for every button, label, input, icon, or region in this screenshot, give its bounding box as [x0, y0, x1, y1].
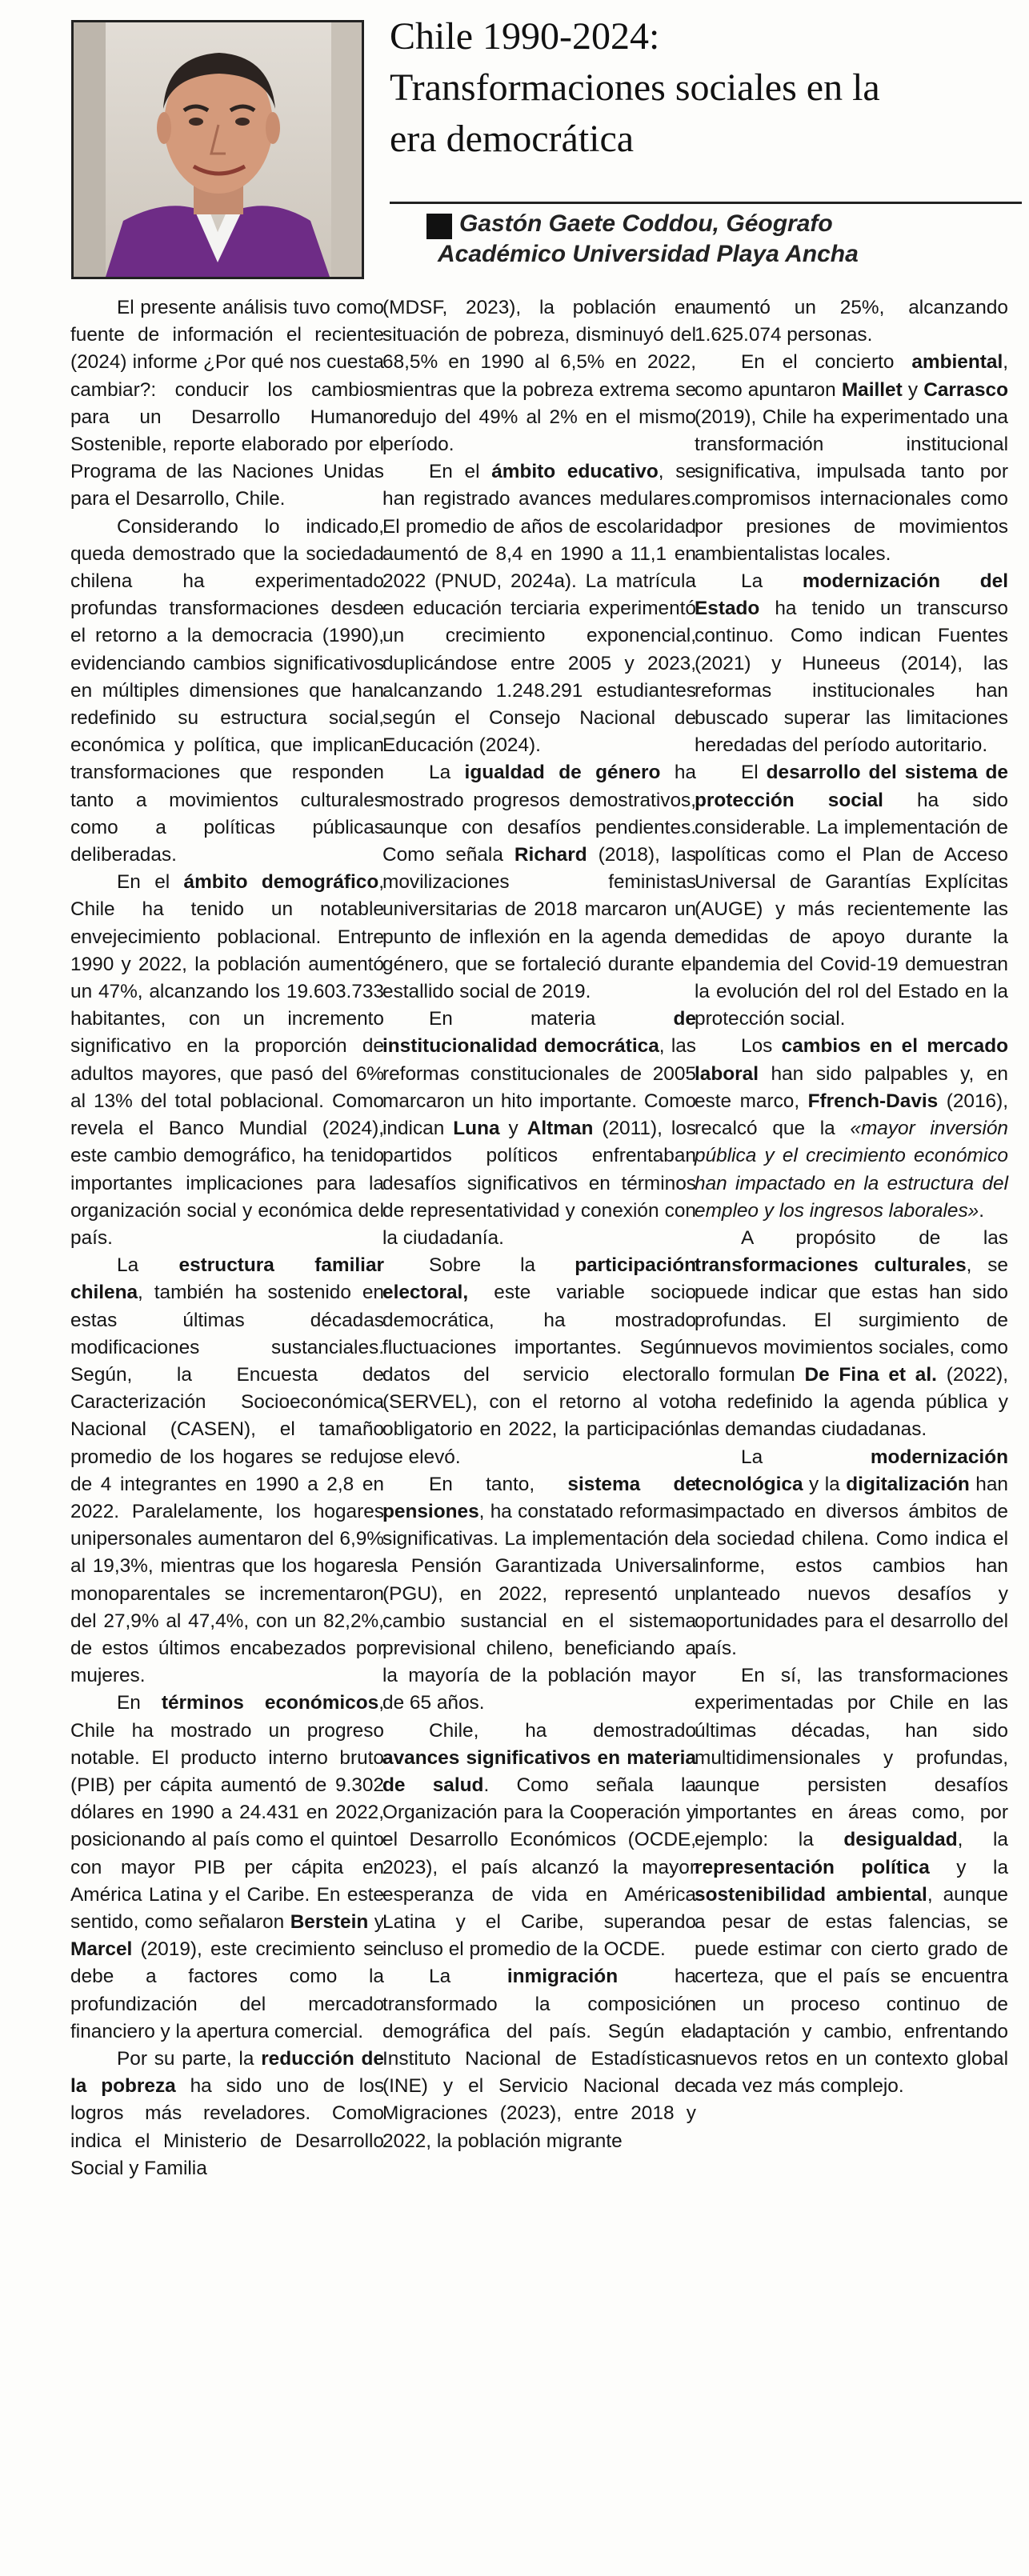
paragraph: La modernización del Estado ha tenido un transcurso continuo. Como indican Fuentes (2021) y Huneeus (2014), las reformas institucionales han buscado superar las limitaciones heredadas del período autoritario. [695, 570, 1008, 757]
author-photo [71, 20, 364, 279]
paragraph: aumentó un 25%, alcanzando 1.625.074 personas. [695, 297, 1008, 346]
title-line-2: Transformaciones sociales en la [390, 66, 880, 109]
author-affiliation: Académico Universidad Playa Ancha [438, 241, 859, 267]
paragraph: (MDSF, 2023), la población en situación de pobreza, disminuyó del 68,5% en 1990 al 6,5% en 2022, mientras que la pobreza extrema se redujo del 49% al 2% en el mismo período. [382, 297, 696, 456]
paragraph: Los cambios en el mercado laboral han sido palpables y, en este marco, Ffrench-Davis (2016), recalcó que la «mayor inversión pública y el crecimiento económico han impactado en la estructura del empleo y los ingresos laborales». [695, 1035, 1009, 1222]
paragraph: El desarrollo del sistema de protección social ha sido considerable. La implementación de políticas como el Plan de Acceso Universal de Garantías Explícitas (AUGE) y más recientemente las medidas de apoyo durante la pandemia del Covid-19 demuestran la evolución del rol del Estado en la protección social. [695, 762, 1009, 1030]
paragraph: La estructura familiar chilena, también ha sostenido en estas últimas décadas modificaciones sustanciales. Según, la Encuesta de Caracterización Socioeconómica Nacional (CASEN), el tamaño promedio de los hogares se redujo de 4 integrantes en 1990 a 2,8 en 2022. Paralelamente, los hogares unipersonales aumentaron del 6,9% al 19,3%, mientras que los hogares monoparentales se incrementaron del 27,9% al 47,4%, con un 82,2%, de estos últimos encabezados por mujeres. [70, 1254, 384, 1687]
paragraph: La inmigración ha transformado la composición demográfica del país. Según el Instituto Nacional de Estadísticas (INE) y el Servicio Nacional de Migraciones (2023), entre 2018 y 2022, la población migrante [382, 1966, 696, 2152]
paragraph: En materia de institucionalidad democrática, las reformas constitucionales de 2005 marcaron un hito importante. Como indican Luna y Altman (2011), los partidos políticos enfrentaban desafíos significativos en términos de representatividad y conexión con la ciudadanía. [382, 1008, 697, 1249]
paragraph: Por su parte, la reducción de la pobreza ha sido uno de los logros más reveladores. Como indica el Ministerio de Desarrollo Social y Familia [70, 2048, 384, 2179]
paragraph: En el ámbito educativo, se han registrado avances medulares. El promedio de años de escolaridad aumentó de 8,4 en 1990 a 11,1 en 2022 (PNUD, 2024a). La matrícula en educación terciaria experimentó un crecimiento exponencial, duplicándose entre 2005 y 2023, alcanzando 1.248.291 estudiantes según el Consejo Nacional de Educación (2024). [382, 461, 696, 757]
article-column-3 [695, 294, 1008, 2100]
paragraph: En tanto, sistema de pensiones, ha constatado reformas significativas. La implementación de la Pensión Garantizada Universal (PGU), en 2022, representó un cambio sustancial en el sistema previsional chileno, beneficiando a la mayoría de la población mayor de 65 años. [382, 1473, 696, 1714]
article-title [390, 11, 1010, 165]
byline-square-icon [426, 214, 452, 239]
paragraph: En el ámbito demográfico, Chile ha tenido un notable envejecimiento poblacional. Entre 1990 y 2022, la población aumentó un 47%, alcanzando los 19.603.733 habitantes, con un incremento significativo en la proporción de adultos mayores, que pasó del 6% al 13% del total poblacional. Como revela el Banco Mundial (2024), este cambio demográfico, ha tenido importantes implicaciones para la organización social y económica del país. [70, 871, 385, 1249]
paragraph: La igualdad de género ha mostrado progresos demostrativos, aunque con desafíos pendientes. Como señala Richard (2018), las movilizaciones feministas universitarias de 2018 marcaron un punto de inflexión en la agenda de género, que se fortaleció durante el estallido social de 2019. [382, 762, 696, 1003]
paragraph: A propósito de las transformaciones culturales, se puede indicar que estas han sido profundas. El surgimiento de nuevos movimientos sociales, como lo formulan De Fina et al. (2022), ha redefinido la agenda pública y las demandas ciudadanas. [695, 1226, 1009, 1441]
article-column-2 [382, 294, 696, 2155]
paragraph: La modernización tecnológica y la digitalización han impactado en diversos ámbitos de la sociedad chilena. Como indica el informe, estos cambios han planteado nuevos desafíos y oportunidades para el desarrollo del país. [695, 1446, 1008, 1659]
title-line-1: Chile 1990-2024: [390, 15, 660, 58]
paragraph: Chile, ha demostrado avances significativos en materia de salud. Como señala la Organización para la Cooperación y el Desarrollo Económicos (OCDE, 2023), el país alcanzó la mayor esperanza de vida en América Latina y el Caribe, superando incluso el promedio de la OCDE. [382, 1719, 696, 1961]
author-byline [390, 202, 1022, 270]
paragraph: En el concierto ambiental, como apuntaron Maillet y Carrasco (2019), Chile ha experimentado una transformación institucional significativa, impulsada tanto por compromisos internacionales como por presiones de movimientos ambientalistas locales. [695, 351, 1008, 565]
paragraph: El presente análisis tuvo como fuente de información el reciente (2024) informe ¿Por qué nos cuesta cambiar?: conducir los cambios para un Desarrollo Humano Sostenible, reporte elaborado por el Programa de las Naciones Unidas para el Desarrollo, Chile. [70, 297, 384, 510]
paragraph: Considerando lo indicado, queda demostrado que la sociedad chilena ha experimentado profundas transformaciones desde el retorno a la democracia (1990), evidenciando cambios significativos en múltiples dimensiones que han redefinido su estructura social, económica y política, que implican transformaciones que responden tanto a movimientos culturales como a políticas públicas deliberadas. [70, 515, 384, 866]
paragraph: En términos económicos, Chile ha mostrado un progreso notable. El producto interno bruto (PIB) per cápita aumentó de 9.302 dólares en 1990 a 24.431 en 2022, posicionando al país como el quinto con mayor PIB per cápita en América Latina y el Caribe. En este sentido, como señalaron Berstein y Marcel (2019), este crecimiento se debe a factores como la profundización del mercado financiero y la apertura comercial. [70, 1692, 384, 2042]
author-portrait-image [74, 22, 362, 277]
author-name: Gastón Gaete Coddou, Géografo [459, 210, 833, 237]
article-column-1 [70, 294, 384, 2182]
paragraph: Sobre la participación electoral, este variable socio democrática, ha mostrado fluctuaciones importantes. Según datos del servicio electoral (SERVEL), con el retorno al voto obligatorio en 2022, la participación se elevó. [382, 1254, 696, 1468]
title-line-3: era democrática [390, 118, 635, 160]
paragraph: En sí, las transformaciones experimentadas por Chile en las últimas décadas, han sido multidimensionales y profundas, aunque persisten desafíos importantes en áreas como, por ejemplo: la desigualdad, la representación política y la sostenibilidad ambiental, aunque a pesar de estas falencias, se puede estimar con cierto grado de certeza, que el país se encuentra en un proceso continuo de adaptación y cambio, enfrentando nuevos retos en un contexto global cada vez más complejo. [695, 1665, 1009, 2098]
